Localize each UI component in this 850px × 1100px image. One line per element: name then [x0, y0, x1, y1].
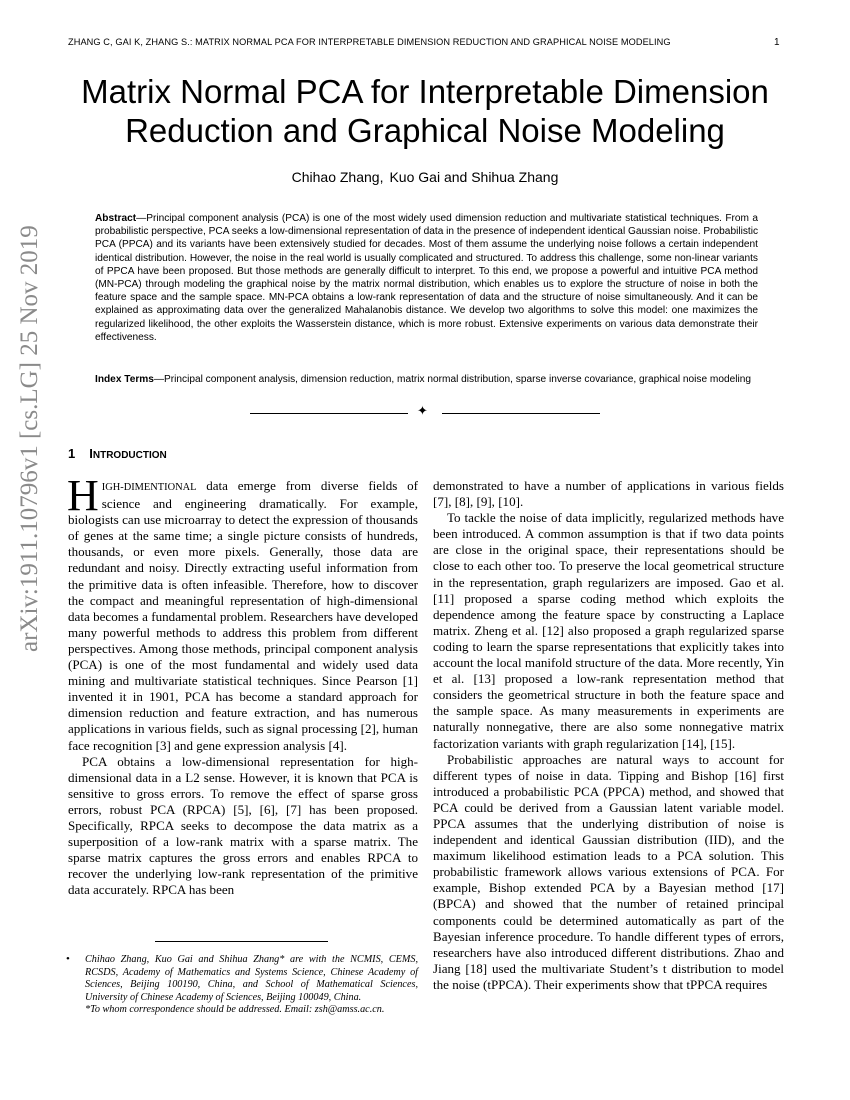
- abstract-label: Abstract: [95, 213, 137, 224]
- footnote-affiliation: Chihao Zhang, Kuo Gai and Shihua Zhang* are with the NCMIS, CEMS, RCSDS, Academy of Mathematics and Systems Science, Chinese Academy of Sciences, Beijing 100190, China, and School of Mathematical Sciences, University of Chinese Academy of Sciences, Beijing 100049, China.: [85, 954, 418, 1003]
- index-terms: [95, 373, 758, 386]
- divider-line-left: [250, 413, 408, 414]
- footnote-bullet: •: [66, 953, 70, 965]
- author-rest: Kuo Gai and Shihua Zhang: [389, 169, 559, 185]
- body-column-left: [67, 471, 418, 898]
- divider-star-icon: ✦: [417, 404, 428, 419]
- drop-cap: H: [67, 471, 99, 520]
- footnote-correspondence: *To whom correspondence should be addressed. Email: zsh@amss.ac.cn.: [85, 1004, 385, 1016]
- paragraph: PCA obtains a low-dimensional representation for high-dimensional data in a L2 sense. However, it is known that PCA is sensitive to gross errors. To remove the effect of sparse gross errors, robust PCA (RPCA) [5], [6], [7] has been proposed. Specifically, RPCA seeks to decompose the data matrix as a superposition of a low-rank matrix with a sparse matrix. The sparse matrix captures the gross errors and enables RPCA to recover the underlying low-rank representation of the primitive data accurately. RPCA has been: [68, 753, 418, 898]
- paragraph: To tackle the noise of data implicitly, regularized methods have been introduced. A common assumption is that if two data points are close in the original space, their representations should be close to each other too. To preserve the local geometrical structure in the representation, graph regularizers are imposed. Gao et al. [11] proposed a sparse coding method which exploits the dependence among the feature space by constructing a Laplace matrix. Zheng et al. [12] also proposed a graph regularized sparse coding to learn the sparse representations that explicitly takes into account the local manifold structure of the data. More recently, Yin et al. [13] proposed a low-rank representation method that considers the geometrical structure in both the feature space and the sample space. As many measurements in experiments are naturally nonnegative, there are also some nonnegative matrix factorization variants with graph regularization [14], [15].: [433, 510, 784, 751]
- section-heading: [68, 446, 167, 461]
- running-head: ZHANG C, GAI K, ZHANG S.: MATRIX NORMAL PCA FOR INTERPRETABLE DIMENSION REDUCTION AND GRAPHICAL NOISE MODELING: [68, 37, 671, 47]
- index-terms-label: Index Terms: [95, 374, 154, 385]
- section-title-initial: I: [89, 446, 93, 461]
- paper-title: [60, 72, 790, 150]
- paragraph: demonstrated to have a number of applications in various fields [7], [8], [9], [10].: [433, 478, 784, 510]
- abstract-text: —Principal component analysis (PCA) is one of the most widely used dimension reduction and multivariate statistical techniques. From a probabilistic perspective, PCA seeks a low-dimensional representation of data in the presence of independent identical Gaussian noise. Probabilistic PCA (PPCA) and its variants have been extensively studied for decades. Most of them assume the underlying noise follows a certain independent identical distribution. However, the noise in the real world is usually complicated and structured. To address this challenge, some non-linear variants of PPCA have been proposed. But those methods are generally difficult to interpret. To this end, we propose a powerful and intuitive PCA method (MN-PCA) through modeling the graphical noise by the matrix normal distribution, which enables us to explore the structure of noise in both the feature space and the sample space. MN-PCA obtains a low-rank representation of data and the structure of noise simultaneously. And it can be explained as approximating data over the generalized Mahalanobis distance. We develop two algorithms to solve this model: one maximizes the regularized likelihood, the other exploits the Wasserstein distance, which is more robust. Extensive experiments on various data demonstrate their effectiveness.: [95, 213, 759, 343]
- title-line-2: Reduction and Graphical Noise Modeling: [125, 112, 725, 149]
- lead-small-caps: IGH-DIMENTIONAL: [101, 482, 197, 493]
- body-column-right: [433, 478, 784, 993]
- paragraph: Probabilistic approaches are natural ways to account for different types of noise in data. Tipping and Bishop [16] first introduced a probabilistic PCA (PPCA) method, and showed that PCA could be derived from a Gaussian latent variable model. PPCA assumes that the underlying distribution of noise is independent and identical Gaussian distribution (IID), and the maximum likelihood estimation leads to a PCA solution. This probabilistic framework allows various extensions of PCA. For example, Bishop extended PCA by a Bayesian method [17] (BPCA) and showed that the number of retained principal components could be determined automatically as part of the Bayesian inference procedure. To handle different types of errors, researchers have also introduced different distributions. Zhao and Jiang [18] used the multivariate Student’s t distribution to model the noise (tPPCA). Their experiments show that tPPCA requires: [433, 751, 784, 992]
- section-title-rest: NTRODUCTION: [92, 450, 167, 461]
- page-number: 1: [774, 37, 780, 48]
- divider-line-right: [442, 413, 600, 414]
- paragraph-text: data emerge from diverse fields of science and engineering dramatically. For example, biologists can use microarray to detect the expression of thousands of genes at the same time; a single picture consists of hundreds, thousands, or even more pixels. Generally, those data are redundant and noisy. Directly extracting useful information from the primitive data is often infeasible. Therefore, how to discover the compact and meaningful representation of high-dimensional data becomes a fundamental problem. Researchers have developed many powerful methods to address this problem from different perspectives. Among those methods, principal component analysis (PCA) is one of the most fundamental and widely used data mining and multivariate statistical techniques. Since Pearson [1] invented it in 1901, PCA has become a standard approach for dimension reduction and feature extraction, and has numerous applications in various fields, such as signal processing [2], human face recognition [3] and gene expression analysis [4].: [68, 478, 418, 753]
- index-terms-text: —Principal component analysis, dimension reduction, matrix normal distribution, sparse inverse covariance, graphical noise modeling: [153, 374, 752, 385]
- author-list: [60, 169, 790, 185]
- section-divider: [250, 406, 600, 422]
- author-first: Chihao Zhang,: [291, 169, 384, 185]
- section-number: 1: [68, 446, 76, 461]
- footnote: [85, 954, 418, 1017]
- title-line-1: Matrix Normal PCA for Interpretable Dimension: [81, 73, 769, 110]
- footnote-rule: [155, 941, 328, 942]
- arxiv-stamp: arXiv:1911.10796v1 [cs.LG] 25 Nov 2019: [16, 225, 43, 652]
- abstract: [95, 212, 758, 344]
- paragraph: [67, 471, 418, 754]
